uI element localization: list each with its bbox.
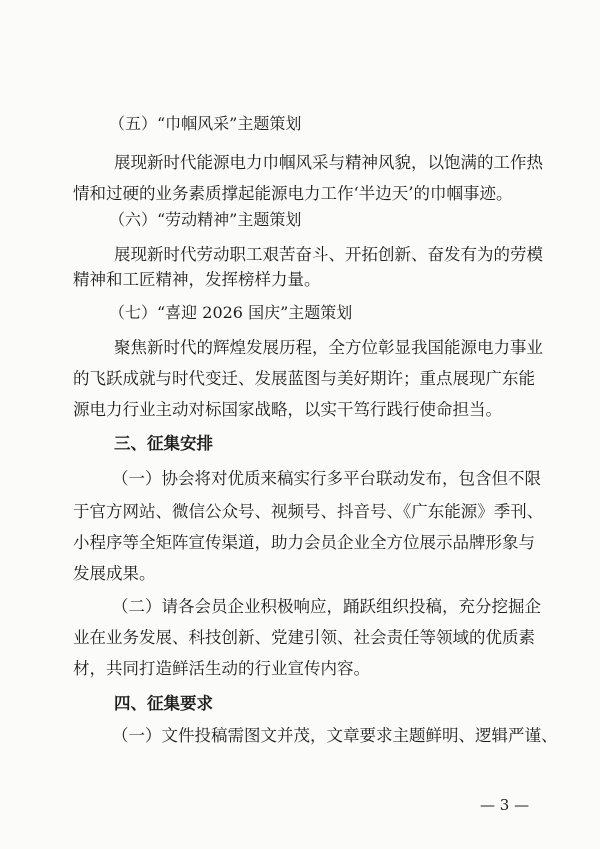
heading-3: 三、征集安排 <box>114 434 213 453</box>
page-number: — 3 — <box>480 796 530 814</box>
section-7-line-3: 源电力行业主动对标国家战略，以实干笃行践行使命担当。 <box>73 400 502 419</box>
section-6-line-2: 精神和工匠精神，发挥榜样力量。 <box>73 270 321 289</box>
para-3-2-line-1: （二）请各会员企业积极响应，踊跃组织投稿，充分挖掘企 <box>112 597 541 616</box>
para-3-2-line-3: 材，共同打造鲜活生动的行业宣传内容。 <box>73 659 370 678</box>
section-6-title: （六）“劳动精神”主题策划 <box>109 210 302 229</box>
section-7-line-1: 聚焦新时代的辉煌发展历程，全方位彰显我国能源电力事业 <box>114 338 543 357</box>
section-6-line-1: 展现新时代劳动职工艰苦奋斗、开拓创新、奋发有为的劳模 <box>114 245 543 264</box>
section-7-title: （七）“喜迎 2026 国庆”主题策划 <box>109 303 353 322</box>
para-3-1-line-2: 于官方网站、微信公众号、视频号、抖音号、《广东能源》季刊、 <box>73 502 544 521</box>
para-3-1-line-4: 发展成果。 <box>73 564 156 583</box>
para-3-1-line-3: 小程序等全矩阵宣传渠道，助力会员企业全方位展示品牌形象与 <box>73 533 535 552</box>
para-3-2-line-2: 业在业务发展、科技创新、党建引领、社会责任等领域的优质素 <box>73 628 535 647</box>
section-5-title: （五）“巾帼风采”主题策划 <box>109 114 302 133</box>
section-5-line-2: 情和过硬的业务素质撑起能源电力工作‘半边天’的巾帼事迹。 <box>73 184 513 203</box>
section-5-line-1: 展现新时代能源电力巾帼风采与精神风貌，以饱满的工作热 <box>114 153 543 172</box>
heading-4: 四、征集要求 <box>114 694 213 713</box>
para-4-1-line-1: （一）文件投稿需图文并茂，文章要求主题鲜明、逻辑严谨、 <box>112 726 558 745</box>
para-3-1-line-1: （一）协会将对优质来稿实行多平台联动发布，包含但不限 <box>112 469 541 488</box>
section-7-line-2: 的飞跃成就与时代变迁、发展蓝图与美好期许；重点展现广东能 <box>73 369 535 388</box>
